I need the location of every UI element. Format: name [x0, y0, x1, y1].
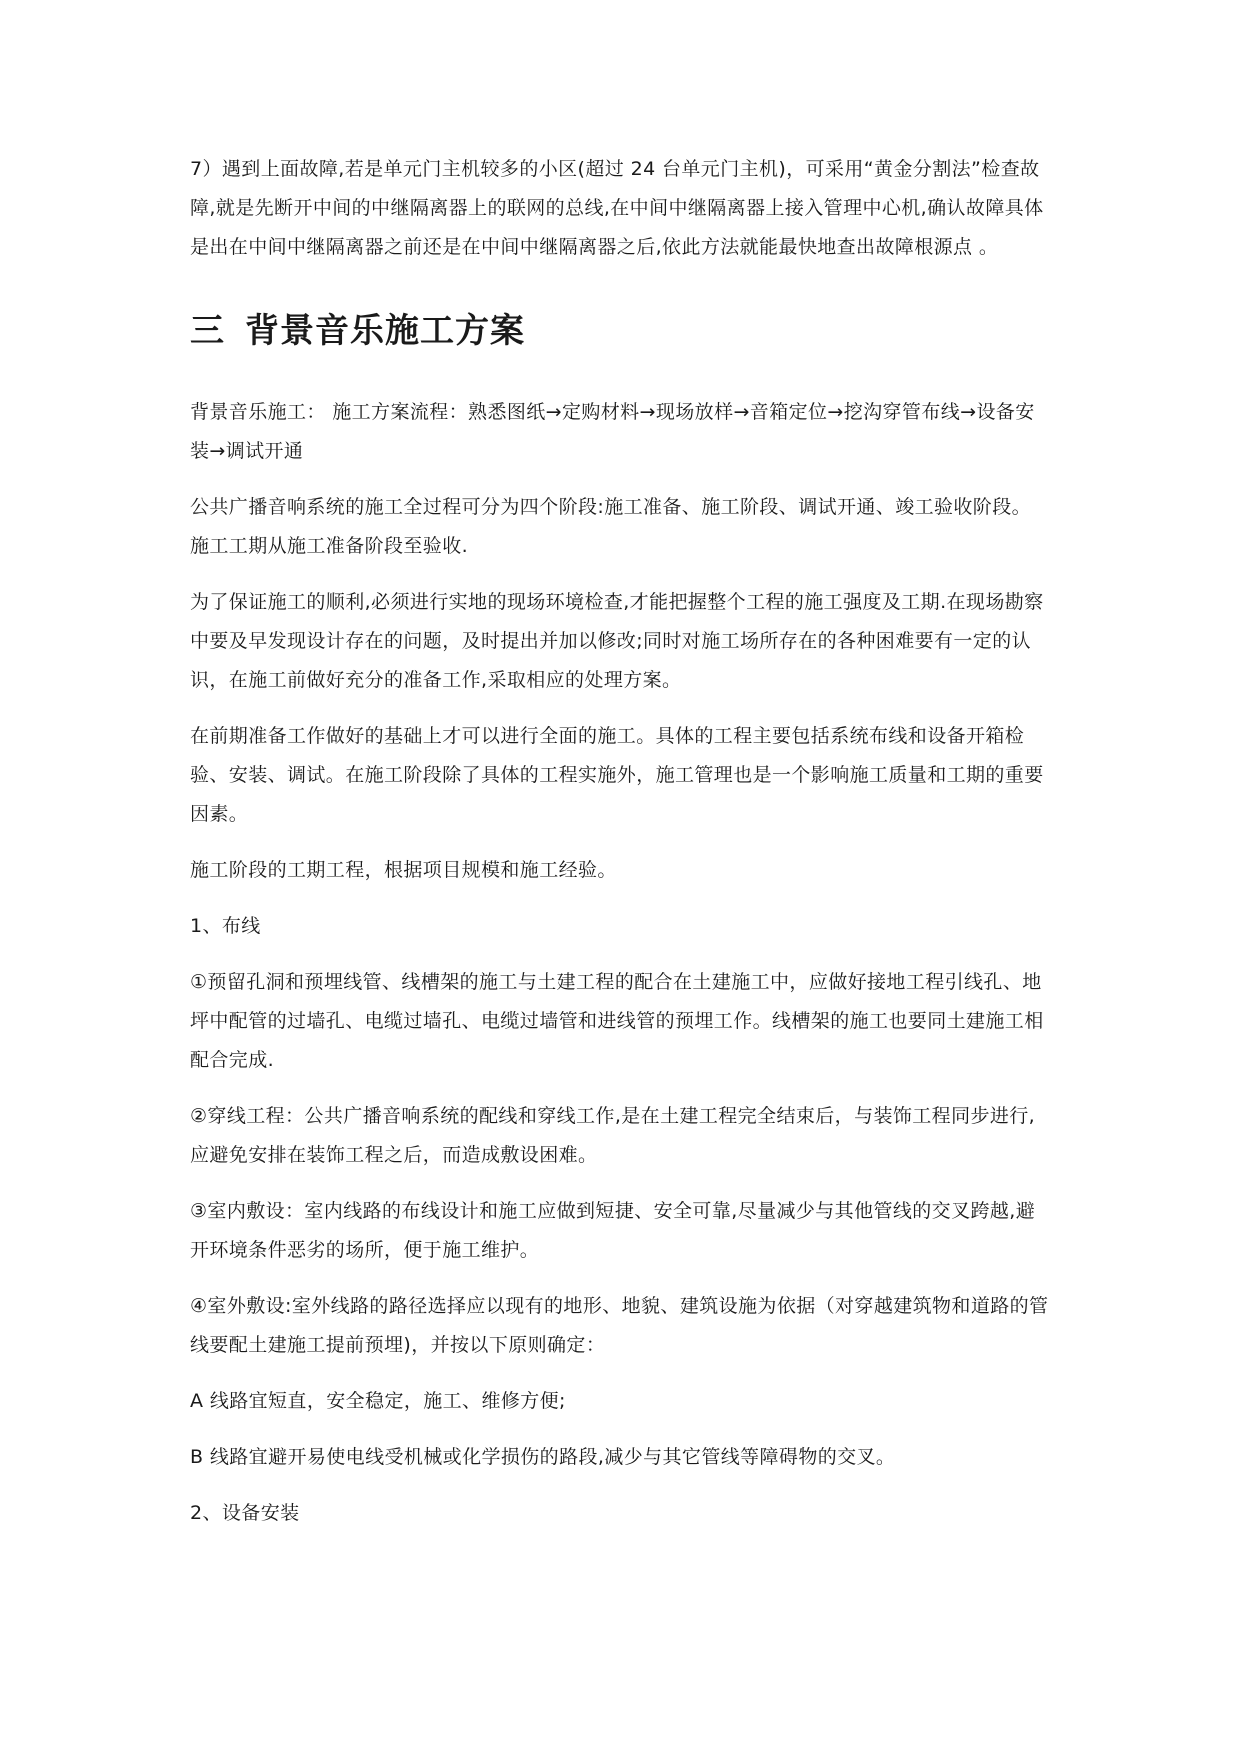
section-heading [190, 307, 1050, 355]
document-body [190, 150, 1050, 1550]
subheading-wiring: 1、布线 [190, 915, 261, 937]
paragraph-indoor-laying: ③室内敷设：室内线路的布线设计和施工应做到短捷、安全可靠,尽量减少与其他管线的交叉跨越,避开环境条件恶劣的场所，便于施工维护。 [190, 1200, 1036, 1261]
subheading-equipment-install: 2、设备安装 [190, 1502, 300, 1524]
paragraph-process-flow: 背景音乐施工： 施工方案流程：熟悉图纸→定购材料→现场放样→音箱定位→挖沟穿管布线→设备安装→调试开通 [190, 401, 1035, 462]
paragraph-four-stages: 公共广播音响系统的施工全过程可分为四个阶段:施工准备、施工阶段、调试开通、竣工验收阶段。施工工期从施工准备阶段至验收. [190, 496, 1032, 557]
paragraph-schedule: 施工阶段的工期工程，根据项目规模和施工经验。 [190, 859, 617, 881]
paragraph-threading: ②穿线工程：公共广播音响系统的配线和穿线工作,是在土建工程完全结束后，与装饰工程同步进行,应避免安排在装饰工程之后，而造成敷设困难。 [190, 1105, 1036, 1166]
paragraph-principle-a: A 线路宜短直，安全稳定，施工、维修方便; [190, 1390, 566, 1412]
paragraph-outdoor-laying: ④室外敷设:室外线路的路径选择应以现有的地形、地貌、建筑设施为依据（对穿越建筑物和道路的管线要配土建施工提前预埋)，并按以下原则确定： [190, 1295, 1049, 1356]
paragraph-full-construction: 在前期准备工作做好的基础上才可以进行全面的施工。具体的工程主要包括系统布线和设备开箱检验、安装、调试。在施工阶段除了具体的工程实施外，施工管理也是一个影响施工质量和工期的重要因素。 [190, 725, 1044, 825]
paragraph-reserved-holes: ①预留孔洞和预埋线管、线槽架的施工与土建工程的配合在土建施工中，应做好接地工程引线孔、地坪中配管的过墙孔、电缆过墙孔、电缆过墙管和进线管的预埋工作。线槽架的施工也要同土建施工相配合完成. [190, 971, 1044, 1071]
section-title: 背景音乐施工方案 [245, 311, 525, 351]
paragraph-site-inspection: 为了保证施工的顺利,必须进行实地的现场环境检查,才能把握整个工程的施工强度及工期.在现场勘察中要及早发现设计存在的问题，及时提出并加以修改;同时对施工场所存在的各种困难要有一定的认识，在施工前做好充分的准备工作,采取相应的处理方案。 [190, 591, 1044, 691]
paragraph-fault-check: 7）遇到上面故障,若是单元门主机较多的小区(超过 24 台单元门主机)，可采用“黄金分割法”检查故障,就是先断开中间的中继隔离器上的联网的总线,在中间中继隔离器上接入管理中心机,确认故障具体是出在中间中继隔离器之前还是在中间中继隔离器之后,依此方法就能最快地查出故障根源点 。 [190, 158, 1044, 258]
section-number: 三 [190, 311, 225, 351]
paragraph-principle-b: B 线路宜避开易使电线受机械或化学损伤的路段,减少与其它管线等障碍物的交叉。 [190, 1446, 896, 1468]
